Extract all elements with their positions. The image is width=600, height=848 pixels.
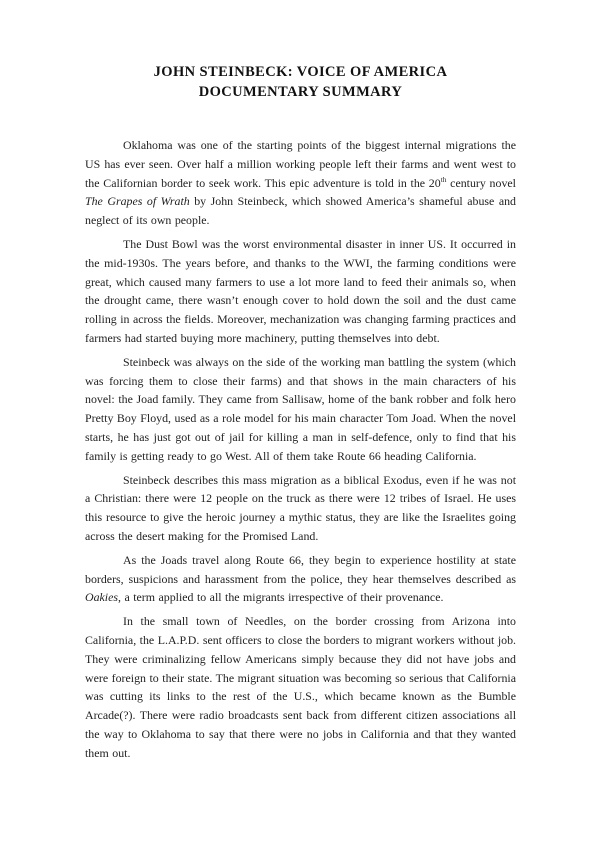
text-segment: Oklahoma was one of the starting points of the biggest internal migrations the US has ever seen. Over half a million working people left their farms and went west to the Californian border to seek work. This epic adventure is told in the 20 — [85, 138, 516, 190]
paragraph — [85, 471, 516, 546]
text-segment: The Dust Bowl was the worst environmental disaster in inner US. It occurred in the mid-1930s. The years before, and thanks to the WWI, the farming conditions were great, which caused many farmers to use a lot more land to feed their animals so, when the drought came, there wasn’t enough cover to hold down the soil and the dust came rolling in across the fields. Moreover, mechanization was changing farming practices and farmers had started buying more machinery, putting themselves into debt. — [85, 236, 516, 345]
document-title — [85, 62, 516, 102]
text-segment: century novel — [446, 175, 516, 190]
paragraph — [85, 136, 516, 230]
paragraph — [85, 353, 516, 466]
paragraph — [85, 235, 516, 348]
text-segment: Steinbeck was always on the side of the working man battling the system (which was forcing them to close their farms) and that shows in the main characters of his novel: the Joad family. They came from Sallisaw, home of the bank robber and folk hero Pretty Boy Floyd, used as a role model for his main character Tom Joad. When the novel starts, he has just got out of jail for killing a man in self-defence, only to find that his family is getting ready to go West. All of them take Route 66 heading California. — [85, 354, 516, 463]
text-segment: by John Steinbeck, which showed America’s shameful abuse and neglect of its own people. — [85, 194, 516, 228]
italic-text: The Grapes of Wrath — [85, 194, 190, 209]
text-segment: In the small town of Needles, on the border crossing from Arizona into California, the L.A.P.D. sent officers to close the borders to migrant workers without job. They were criminalizing fellow Americans simply because they did not have jobs and were foreign to their state. The migrant situation was becoming so serious that California was cutting its links to the rest of the U.S., which became known as the Bumble Arcade(?). There were radio broadcasts sent back from different citizen associations all the way to Oklahoma to say that there were no jobs in California and that they wanted them out. — [85, 614, 516, 760]
superscript-text: th — [440, 174, 447, 184]
title-line-1: JOHN STEINBECK: VOICE OF AMERICA — [153, 64, 448, 80]
text-segment: , a term applied to all the migrants irrespective of their provenance. — [118, 590, 444, 605]
title-line-2: DOCUMENTARY SUMMARY — [198, 84, 403, 100]
text-segment: As the Joads travel along Route 66, they begin to experience hostility at state borders, suspicions and harassment from the police, they hear themselves described as — [85, 552, 516, 586]
italic-text: Oakies — [85, 590, 119, 605]
paragraph — [85, 551, 516, 607]
text-segment: Steinbeck describes this mass migration as a biblical Exodus, even if he was not a Christian: there were 12 people on the truck as there were 12 tribes of Israel. He uses this resource to give the heroic journey a mythic status, they are like the Israelites going across the desert making for the Promised Land. — [85, 472, 516, 543]
paragraph — [85, 612, 516, 762]
document-body — [85, 136, 516, 763]
